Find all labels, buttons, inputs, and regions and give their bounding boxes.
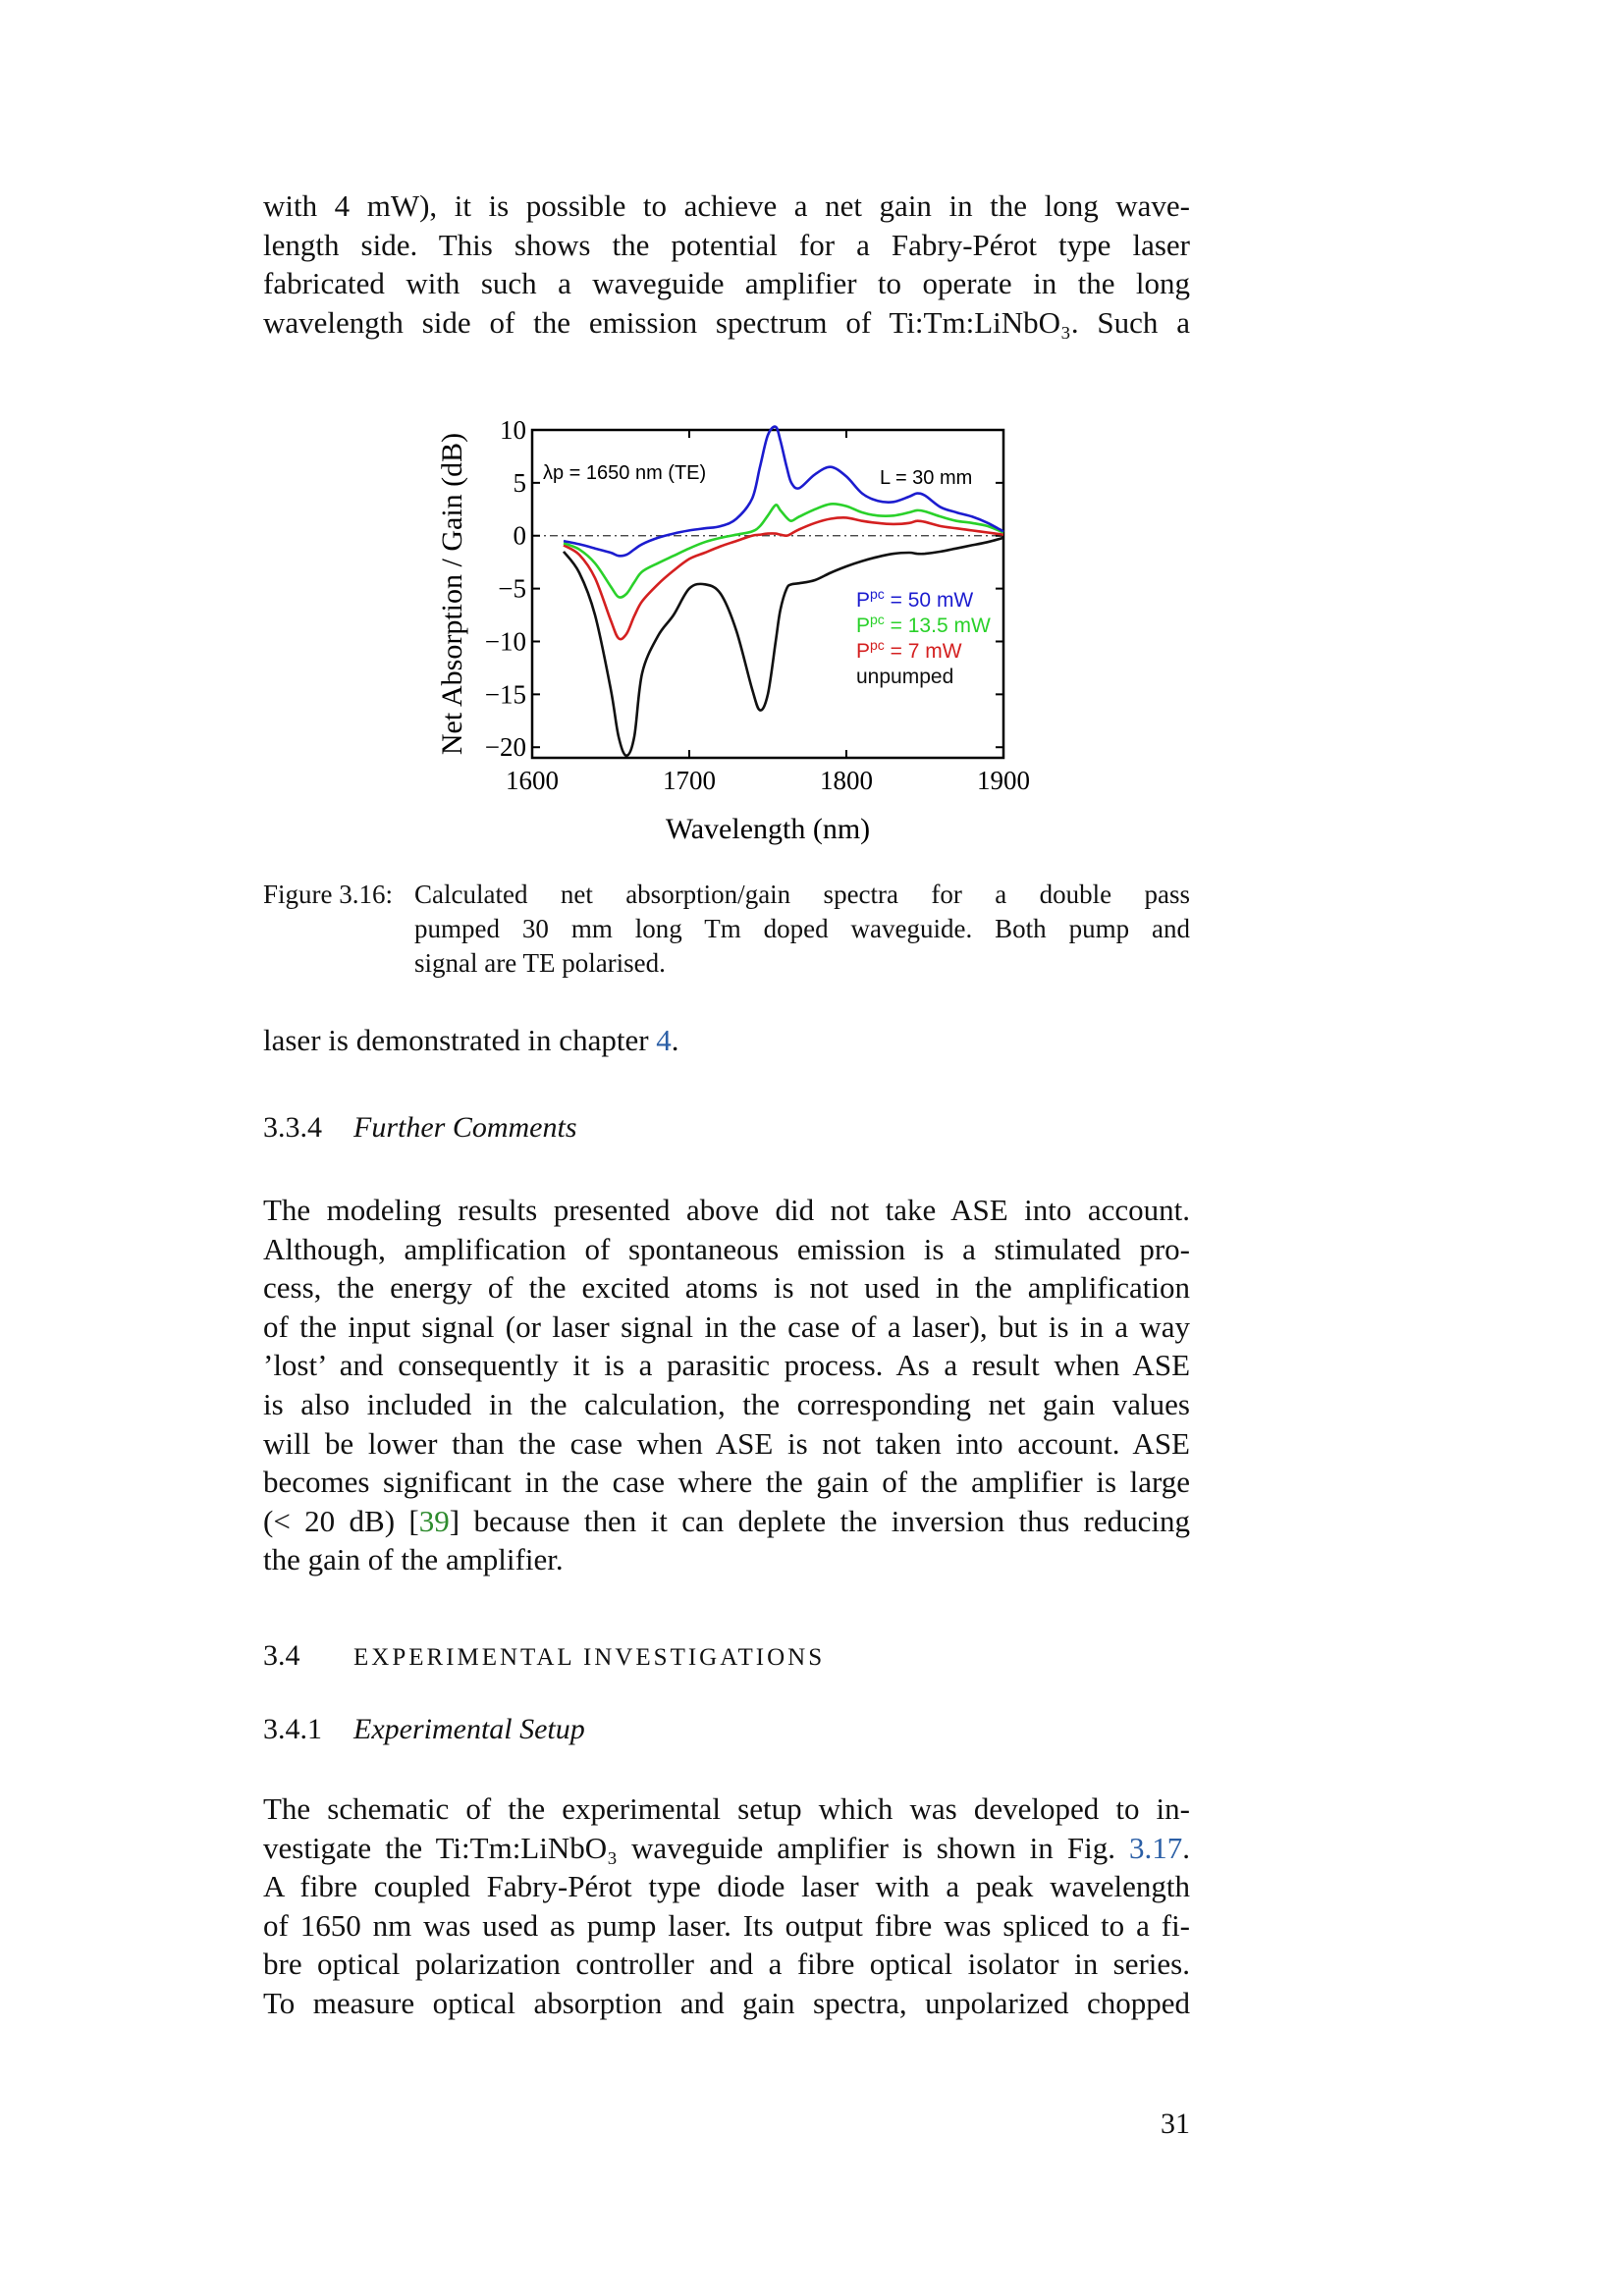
page-number: 31 (1161, 2108, 1190, 2140)
y-tick-label: −15 (484, 679, 526, 710)
absorption-gain-chart (432, 412, 1060, 864)
caption-line: pumped 30 mm long Tm doped waveguide. Both pump and (414, 914, 1190, 943)
text-line: vestigate the Ti:Tm:LiNbO₃ waveguide amplifier is shown in Fig. 3.17. (263, 1830, 1190, 1865)
legend-entry: $P^{pc} = 50$ mW (856, 586, 974, 612)
section-title: EXPERIMENTAL INVESTIGATIONS (353, 1644, 826, 1671)
paragraph-setup (263, 1789, 1190, 2023)
cross-reference-link[interactable]: 3.17 (1129, 1830, 1183, 1865)
caption-line: Calculated net absorption/gain spectra for a double pass (414, 880, 1190, 909)
cross-reference-link[interactable]: 4 (656, 1023, 672, 1057)
paragraph-ase (263, 1191, 1190, 1579)
text-line: is also included in the calculation, the corresponding net gain values (263, 1386, 1190, 1421)
text-line: The modeling results presented above did not take ASE into account. (263, 1193, 1190, 1227)
text-line: The schematic of the experimental setup which was developed to in- (263, 1791, 1190, 1826)
cross-reference-link[interactable]: 39 (418, 1503, 450, 1538)
x-tick-label: 1800 (820, 766, 873, 795)
series-line-13-5mw (564, 504, 1003, 597)
text-line: To measure optical absorption and gain spectra, unpolarized chopped (263, 1985, 1190, 2020)
y-tick-label: 0 (513, 520, 526, 551)
section-number: 3.4.1 (263, 1713, 322, 1745)
legend-entry: $P^{pc} = 13.5$ mW (856, 612, 991, 637)
text-line: fabricated with such a waveguide amplifier to operate in the long (263, 266, 1190, 301)
text-line: length side. This shows the potential for a Fabry-Pérot type laser (263, 227, 1190, 262)
y-tick-label: −5 (498, 573, 526, 604)
y-tick-label: −10 (484, 626, 526, 657)
paragraph-intro (263, 187, 1190, 342)
section-heading (263, 1639, 825, 1673)
y-axis-label: Net Absorption / Gain (dB) (436, 432, 468, 756)
text-line: of the input signal (or laser signal in the case of a laser), but is in a way (263, 1308, 1190, 1344)
paragraph-laser (263, 1021, 1190, 1060)
section-title: Experimental Setup (353, 1713, 585, 1745)
pump-wavelength-annotation: λp = 1650 nm (TE) (543, 462, 707, 484)
text-line: will be lower than the case when ASE is not taken into account. ASE (263, 1425, 1190, 1461)
text-line: ’lost’ and consequently it is a parasitic process. As a result when ASE (263, 1348, 1190, 1383)
subsection-heading (263, 1111, 577, 1145)
section-number: 3.3.4 (263, 1111, 322, 1144)
text-line: (< 20 dB) [39] because then it can deplete the inversion thus reducing (263, 1503, 1190, 1538)
y-tick-label: 10 (500, 415, 526, 445)
text-line: the gain of the amplifier. (263, 1542, 564, 1577)
length-annotation: L = 30 mm (880, 467, 973, 489)
y-tick-label: 5 (513, 467, 526, 498)
legend-entry: unpumped (856, 666, 954, 688)
text-line: of 1650 nm was used as pump laser. Its output fibre was spliced to a fi- (263, 1907, 1190, 1943)
figure-label: Figure 3.16: (263, 880, 393, 909)
legend-entry: $P^{pc} = 7$ mW (856, 637, 962, 663)
text-line: laser is demonstrated in chapter 4. (263, 1023, 679, 1057)
text-line: wavelength side of the emission spectrum of Ti:Tm:LiNbO₃. Such a (263, 304, 1190, 340)
x-tick-label: 1600 (506, 766, 559, 795)
section-number: 3.4 (263, 1639, 300, 1672)
text-line: with 4 mW), it is possible to achieve a net gain in the long wave- (263, 188, 1190, 223)
subsection-heading (263, 1713, 585, 1746)
text-line: Although, amplification of spontaneous emission is a stimulated pro- (263, 1231, 1190, 1266)
text-line: becomes significant in the case where the gain of the amplifier is large (263, 1465, 1190, 1500)
x-tick-label: 1900 (977, 766, 1030, 795)
caption-body (414, 878, 1190, 981)
y-tick-label: −20 (484, 732, 526, 763)
caption-line: signal are TE polarised. (414, 948, 666, 978)
text-line: A fibre coupled Fabry-Pérot type diode laser with a peak wavelength (263, 1869, 1190, 1904)
section-title: Further Comments (353, 1111, 577, 1144)
x-tick-label: 1700 (663, 766, 716, 795)
text-line: bre optical polarization controller and a fibre optical isolator in series. (263, 1947, 1190, 1982)
text-line: cess, the energy of the excited atoms is not used in the amplification (263, 1270, 1190, 1306)
x-axis-label: Wavelength (nm) (665, 813, 871, 845)
